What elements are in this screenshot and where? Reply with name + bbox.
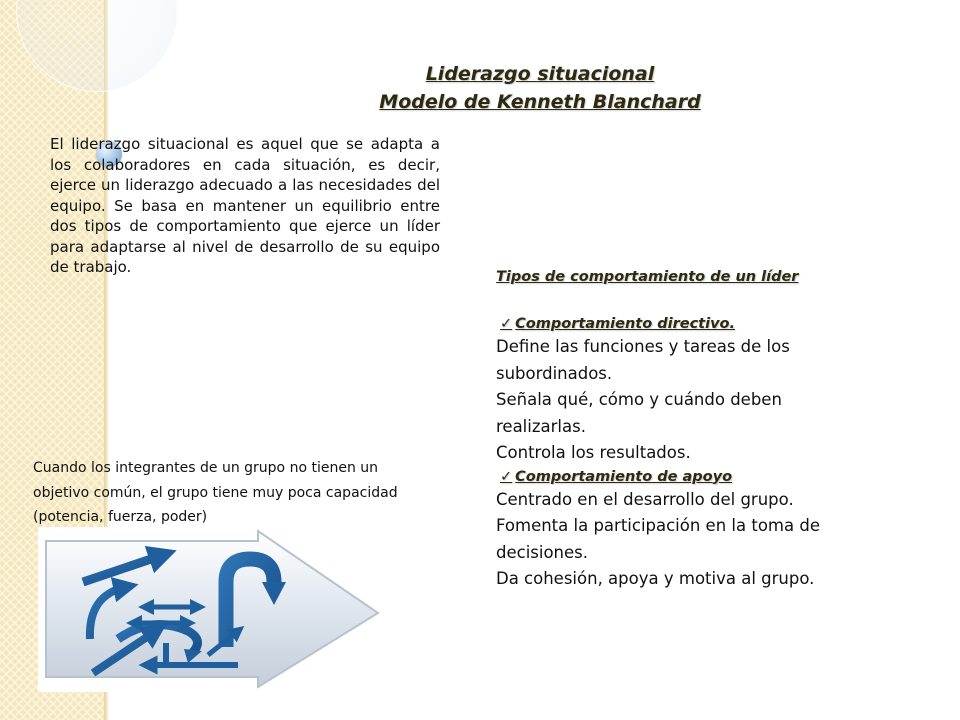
caption-line: objetivo común, el grupo tiene muy poca capacidad [33, 484, 398, 501]
support-line: Fomenta la participación en la toma de [496, 516, 820, 535]
behavior-types-heading: Tipos de comportamiento de un líder [496, 269, 799, 285]
directive-line: subordinados. [496, 363, 613, 383]
support-line: Da cohesión, apoya y motiva al grupo. [496, 569, 815, 588]
directive-line: Define las funciones y tareas de los [496, 337, 790, 356]
behavior-types-section [496, 266, 936, 593]
checkmark-icon: ✓ [500, 316, 513, 332]
support-title-text: Comportamiento de apoyo [515, 468, 733, 485]
directive-title-text: Comportamiento directivo. [515, 316, 736, 332]
directive-line: Señala qué, cómo y cuándo deben [496, 390, 782, 409]
directive-line: Controla los resultados. [496, 443, 691, 462]
caption-line: Cuando los integrantes de un grupo no tienen un [33, 460, 379, 476]
support-behavior-title [500, 467, 936, 487]
intro-paragraph: El liderazgo situacional es aquel que se adapta a los colaboradores en cada situación, es decir, ejerce un liderazgo adecuado a las necesidades del equipo. Se basa en mantener un equilibrio entre dos tipos de comportamiento que ejerce un líder para adaptarse al nivel de desarrollo de su equipo de trabajo. [50, 135, 440, 276]
caption-line: (potencia, fuerza, poder) [33, 509, 208, 525]
checkmark-icon: ✓ [500, 468, 513, 485]
support-line: Centrado en el desarrollo del grupo. [496, 489, 794, 509]
support-line: decisiones. [496, 542, 589, 562]
title-line-1: Liderazgo situacional [425, 63, 655, 85]
group-caption [33, 456, 473, 530]
directive-behavior-title [500, 314, 936, 334]
directive-line: realizarlas. [496, 416, 586, 436]
scattered-arrows-diagram [38, 527, 383, 692]
title-line-2: Modelo de Kenneth Blanchard [379, 91, 701, 113]
slide-title [300, 60, 780, 116]
